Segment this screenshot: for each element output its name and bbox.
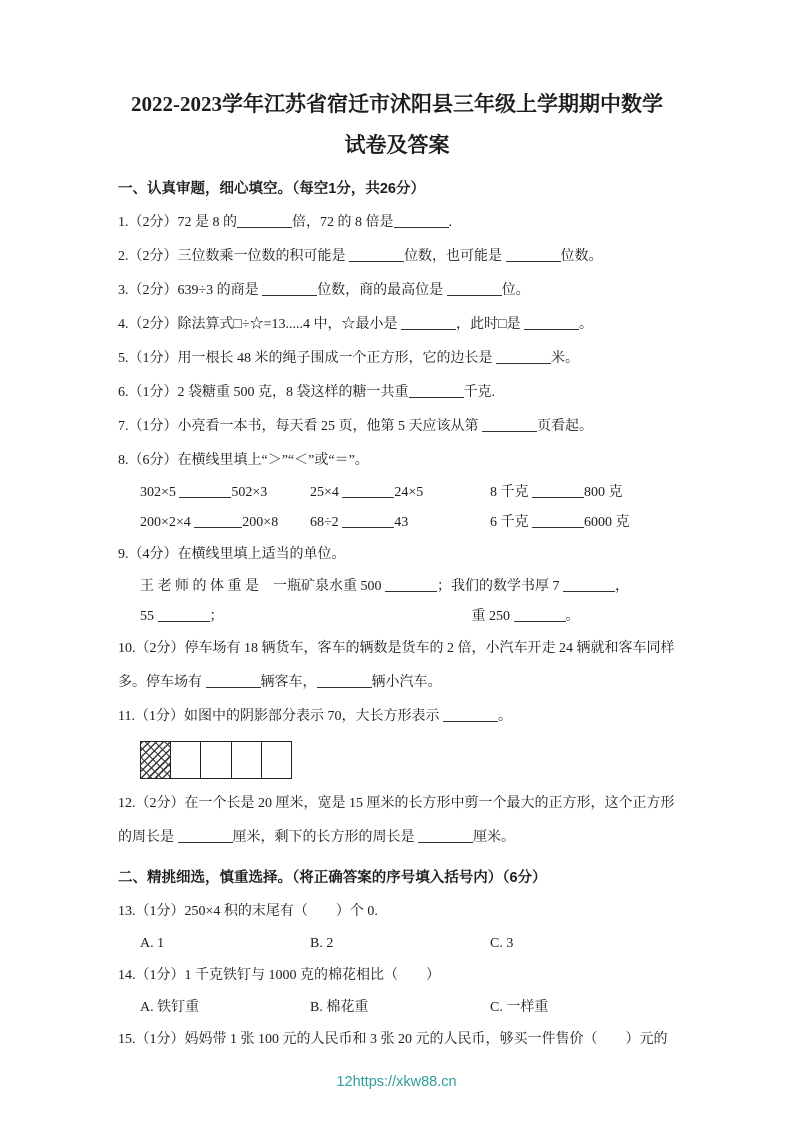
text-run: 8 千克 xyxy=(490,485,532,500)
text-run: 24×5 xyxy=(394,485,424,500)
comparison-item xyxy=(310,478,490,508)
document-title-line2: 试卷及答案 xyxy=(344,133,450,157)
text-run: 位数，商的最高位是 xyxy=(317,283,447,298)
question-15: 15.（1分）妈妈带 1 张 100 元的人民币和 3 张 20 元的人民币，够买一件售价（ ）元的 xyxy=(118,1032,668,1047)
text-run: 200×8 xyxy=(242,515,279,530)
text-run: 7.（1分）小亮看一本书，每天看 25 页，他第 5 天应该从第 xyxy=(118,419,482,434)
text-run: 位数。 xyxy=(560,249,603,264)
section-2-heading: 二、精挑细选，慎重选择。（将正确答案的序号填入括号内）（6分） xyxy=(118,870,547,886)
text-run: 10.（2分）停车场有 18 辆货车，客车的辆数是货车的 2 倍，小汽车开走 24 辆就和客车同样多。停车场有 xyxy=(118,641,675,690)
page-footer-link: 12https://xkw88.cn xyxy=(336,1074,457,1090)
text-run: ，此时□是 xyxy=(456,317,525,332)
question-2 xyxy=(118,240,676,274)
rectangle-figure xyxy=(140,741,292,779)
comparison-item xyxy=(140,508,310,538)
text-run: ；我们的数学书厚 7 xyxy=(437,579,563,594)
answer-blank xyxy=(482,419,537,432)
question-10 xyxy=(118,632,676,700)
text-run: 3.（2分）639÷3 的商是 xyxy=(118,283,263,298)
text-run: 辆小汽车。 xyxy=(371,675,442,690)
comparison-item xyxy=(490,508,676,538)
answer-blank xyxy=(524,317,579,330)
text-run: 王 老 师 的 体 重 是 xyxy=(140,579,259,594)
figure-cell xyxy=(201,742,231,778)
answer-blank xyxy=(179,485,231,498)
option-c: C. 一样重 xyxy=(490,1000,549,1015)
spacer xyxy=(259,589,273,590)
text-run: 6.（1分）2 袋糖重 500 克，8 袋这样的糖一共重 xyxy=(118,385,409,400)
answer-blank xyxy=(262,283,317,296)
question-11 xyxy=(118,700,676,734)
text-run: 5.（1分）用一根长 48 米的绳子围成一个正方形，它的边长是 xyxy=(118,351,496,366)
answer-blank xyxy=(496,351,551,364)
figure-cell xyxy=(262,742,291,778)
text-run: 25×4 xyxy=(310,485,343,500)
text-run: 页看起。 xyxy=(537,419,593,434)
comparison-item xyxy=(310,508,490,538)
question-9-line2 xyxy=(118,602,676,632)
text-run: 1.（2分）72 是 8 的 xyxy=(118,215,237,230)
answer-blank xyxy=(237,215,292,228)
question-8: 8.（6分）在横线里填上“＞”“＜”或“＝”。 xyxy=(118,453,369,468)
text-run: 厘米，剩下的长方形的周长是 xyxy=(232,830,418,845)
text-run: 502×3 xyxy=(231,485,268,500)
question-6 xyxy=(118,376,676,410)
answer-blank xyxy=(532,485,584,498)
question-14-options xyxy=(118,993,676,1023)
question-9: 9.（4分）在横线里填上适当的单位。 xyxy=(118,547,346,562)
answer-blank xyxy=(394,215,449,228)
text-run: 位数，也可能是 xyxy=(404,249,506,264)
question-8-comparisons-row1 xyxy=(118,478,676,508)
answer-blank xyxy=(206,675,261,688)
text-run: 302×5 xyxy=(140,485,180,500)
question-13-options xyxy=(118,929,676,959)
text-run: 6000 克 xyxy=(584,515,630,530)
text-run: 800 克 xyxy=(584,485,623,500)
question-14: 14.（1分）1 千克铁钉与 1000 克的棉花相比（ ） xyxy=(118,968,440,983)
answer-blank xyxy=(194,515,242,528)
question-12 xyxy=(118,787,676,855)
text-run: 。 xyxy=(497,709,512,724)
text-run: 11.（1分）如图中的阴影部分表示 70，大长方形表示 xyxy=(118,709,443,724)
answer-blank xyxy=(158,609,210,622)
text-run: . xyxy=(448,215,452,230)
text-run: 4.（2分）除法算式□÷☆=13.....4 中，☆最小是 xyxy=(118,317,402,332)
comparison-item xyxy=(140,478,310,508)
question-7 xyxy=(118,410,676,444)
option-c: C. 3 xyxy=(490,936,514,951)
option-a: A. 铁钉重 xyxy=(140,1000,200,1015)
option-a: A. 1 xyxy=(140,936,165,951)
answer-blank xyxy=(409,385,464,398)
text-run: 一瓶矿泉水重 500 xyxy=(273,579,385,594)
text-run: 位。 xyxy=(501,283,530,298)
text-run: ， xyxy=(615,579,629,594)
text-run: 2.（2分）三位数乘一位数的积可能是 xyxy=(118,249,349,264)
text-run: 。 xyxy=(565,609,580,624)
text-run: 6 千克 xyxy=(490,515,532,530)
answer-blank xyxy=(447,283,502,296)
answer-blank xyxy=(342,485,394,498)
answer-blank xyxy=(563,579,615,592)
answer-blank xyxy=(401,317,456,330)
section-1-heading: 一、认真审题，细心填空。（每空1分，共26分） xyxy=(118,181,425,197)
answer-blank xyxy=(514,609,566,622)
question-1 xyxy=(118,206,676,240)
text-run: ； xyxy=(209,609,224,624)
text-run: 12.（2分）在一个长是 20 厘米，宽是 15 厘米的长方形中剪一个最大的正方形，这个正方形的周长是 xyxy=(118,796,675,845)
text-run: 68÷2 xyxy=(310,515,343,530)
answer-blank xyxy=(385,579,437,592)
document-title-line1: 2022-2023学年江苏省宿迁市沭阳县三年级上学期期中数学 xyxy=(131,92,663,116)
question-3 xyxy=(118,274,676,308)
figure-cell xyxy=(232,742,262,778)
question-9-line1 xyxy=(118,572,676,602)
spacer xyxy=(224,619,472,620)
text-run: 辆客车， xyxy=(260,675,317,690)
question-4 xyxy=(118,308,676,342)
answer-blank xyxy=(418,830,473,843)
text-run: 厘米。 xyxy=(473,830,515,845)
option-b: B. 2 xyxy=(310,936,334,951)
text-run: 55 xyxy=(140,609,158,624)
text-run: 重 250 xyxy=(471,609,514,624)
text-run: 200×2×4 xyxy=(140,515,195,530)
text-run: 。 xyxy=(579,317,594,332)
figure-cell xyxy=(171,742,201,778)
answer-blank xyxy=(349,249,404,262)
answer-blank xyxy=(342,515,394,528)
answer-blank xyxy=(506,249,561,262)
text-run: 米。 xyxy=(551,351,579,366)
answer-blank xyxy=(178,830,233,843)
text-run: 43 xyxy=(394,515,409,530)
answer-blank xyxy=(317,675,372,688)
figure-shaded-cell xyxy=(141,742,171,778)
option-b: B. 棉花重 xyxy=(310,1000,369,1015)
text-run: 倍，72 的 8 倍是 xyxy=(292,215,394,230)
comparison-item xyxy=(490,478,676,508)
answer-blank xyxy=(532,515,584,528)
text-run: 千克. xyxy=(463,385,495,400)
question-13: 13.（1分）250×4 积的末尾有（ ）个 0. xyxy=(118,904,378,919)
question-8-comparisons-row2 xyxy=(118,508,676,538)
question-5 xyxy=(118,342,676,376)
answer-blank xyxy=(443,709,498,722)
